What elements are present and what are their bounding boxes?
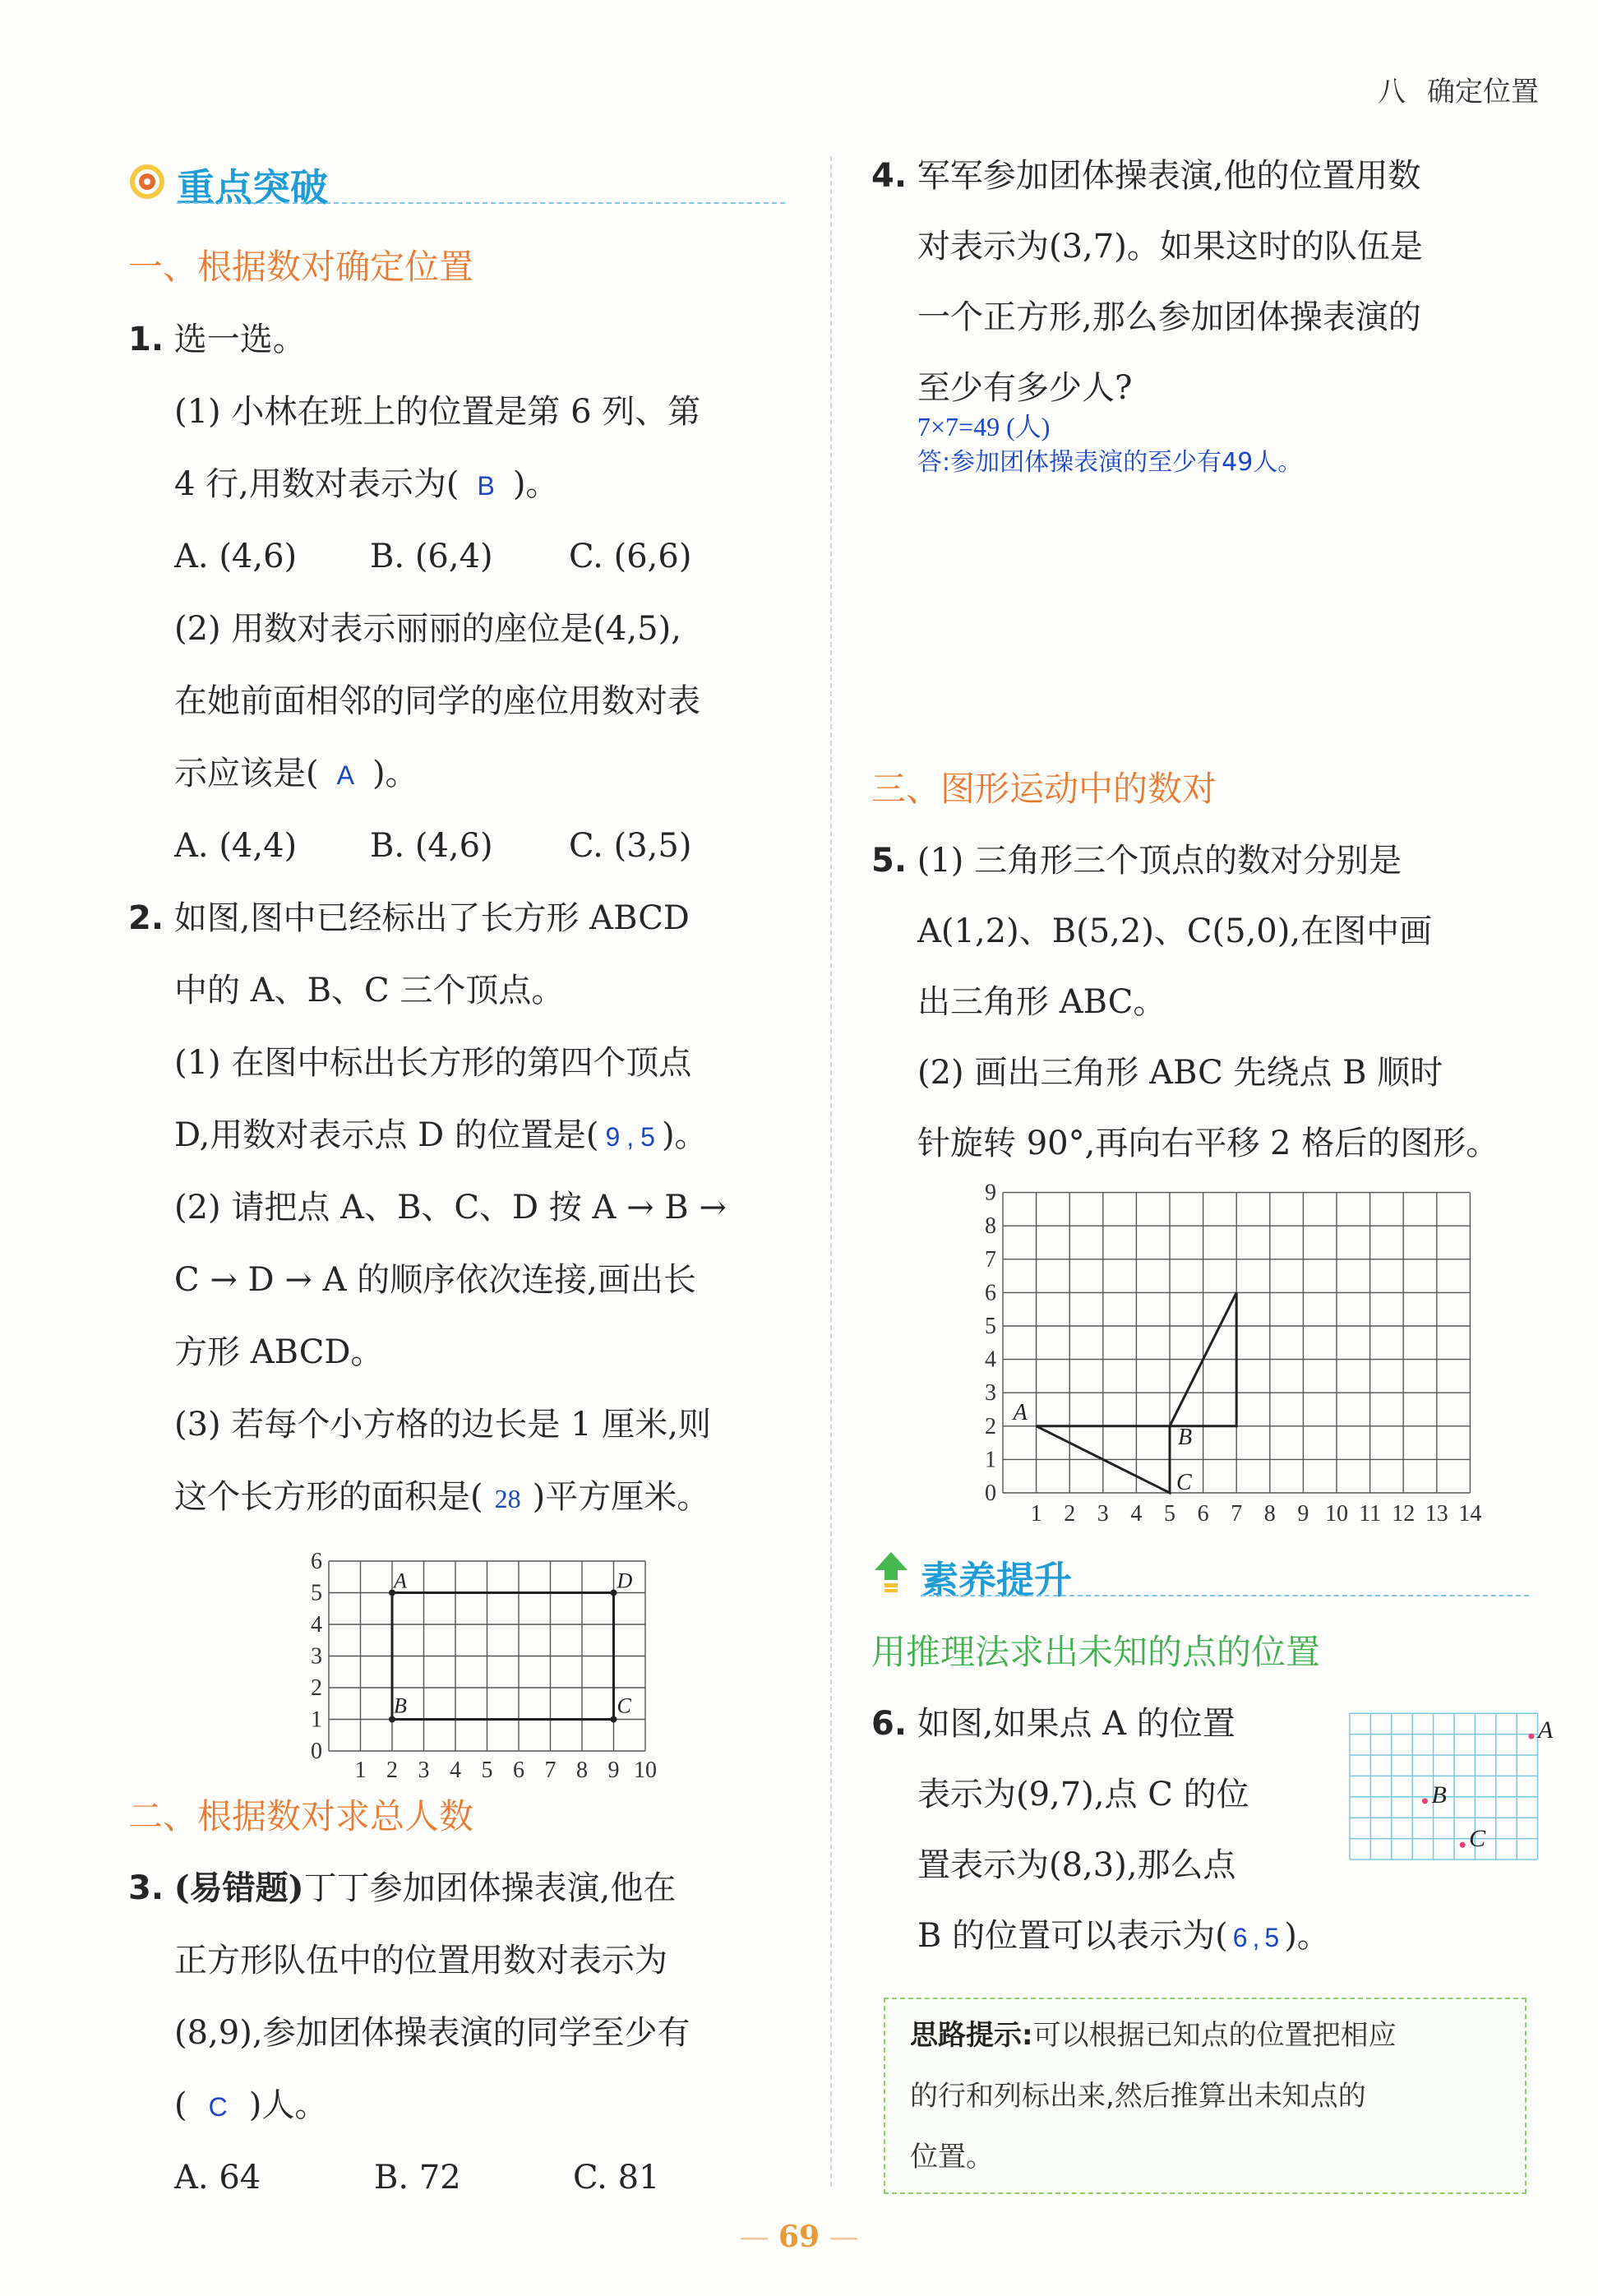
x-tick-label: 10 xyxy=(1325,1501,1348,1527)
x-tick-label: 2 xyxy=(386,1758,398,1783)
q4-work: 7×7=49 (人) xyxy=(917,412,1051,441)
q6-answer-x: 6 xyxy=(1232,1923,1248,1952)
q6-line3: 置表示为(8,3),那么点 xyxy=(917,1846,1236,1884)
point-d xyxy=(611,1590,617,1596)
x-tick-label: 2 xyxy=(1064,1501,1076,1527)
x-tick-label: 3 xyxy=(418,1758,430,1783)
x-tick-label: 1 xyxy=(354,1758,367,1783)
point-label-c: C xyxy=(617,1693,631,1718)
question-2: 2. 如图,图中已经标出了长方形 ABCD xyxy=(128,899,690,937)
section-title-improvement: 素养提升 xyxy=(921,1558,1072,1602)
rectangle-grid xyxy=(304,1536,682,1782)
q2-part1-line2: D,用数对表示点 D 的位置是( 9 , 5 )。 xyxy=(174,1116,708,1154)
x-tick-label: 3 xyxy=(1097,1501,1109,1527)
q1-part2-option-c: C. (3,5) xyxy=(569,827,692,865)
y-tick-label: 0 xyxy=(311,1739,322,1764)
point-a xyxy=(1528,1734,1534,1739)
y-tick-label: 4 xyxy=(311,1612,322,1638)
chapter-number: 八 xyxy=(1378,76,1406,109)
question-6: 6. 如图,如果点 A 的位置 xyxy=(871,1705,1235,1743)
y-tick-label: 9 xyxy=(985,1180,996,1206)
q1-part1-answer: B xyxy=(477,471,495,501)
section-underline xyxy=(177,202,785,204)
q5-line3: 出三角形 ABC。 xyxy=(917,983,1166,1021)
point-label-b: B xyxy=(1431,1781,1447,1809)
point-label-a: A xyxy=(1013,1399,1028,1425)
target-icon xyxy=(128,163,166,204)
triangle-grid xyxy=(970,1176,1480,1529)
q1-part2-line3: 示应该是( A )。 xyxy=(174,755,418,792)
hint-box xyxy=(884,1998,1526,2194)
q2-line2: 中的 A、B、C 三个顶点。 xyxy=(174,972,565,1009)
q3-line2: 正方形队伍中的位置用数对表示为 xyxy=(174,1942,667,1980)
x-tick-label: 5 xyxy=(481,1758,493,1783)
q3-line3: (8,9),参加团体操表演的同学至少有 xyxy=(174,2014,690,2052)
y-tick-label: 4 xyxy=(985,1347,996,1373)
y-tick-label: 7 xyxy=(985,1246,996,1273)
y-tick-label: 1 xyxy=(311,1707,322,1733)
q2-answer-y: 5 xyxy=(640,1122,655,1152)
q3-option-c: C. 81 xyxy=(573,2159,660,2197)
x-tick-label: 4 xyxy=(450,1758,461,1783)
hint-line1: 思路提示:可以根据已知点的位置把相应 xyxy=(910,2019,1397,2052)
q1-part1-line2: 4 行,用数对表示为( B )。 xyxy=(174,465,559,503)
q1-part1-line1: (1) 小林在班上的位置是第 6 列、第 xyxy=(174,393,701,431)
x-tick-label: 12 xyxy=(1392,1501,1416,1527)
x-tick-label: 14 xyxy=(1458,1501,1482,1527)
section-underline-2 xyxy=(921,1595,1529,1596)
y-tick-label: 8 xyxy=(985,1213,996,1240)
x-tick-label: 9 xyxy=(607,1758,620,1783)
q5-line4: (2) 画出三角形 ABC 先绕点 B 顺时 xyxy=(917,1054,1443,1092)
x-tick-label: 13 xyxy=(1425,1501,1448,1527)
q3-option-a: A. 64 xyxy=(174,2159,261,2197)
q2-part3-line1: (3) 若每个小方格的边长是 1 厘米,则 xyxy=(174,1406,711,1444)
x-tick-label: 1 xyxy=(1030,1501,1042,1527)
chapter-title: 确定位置 xyxy=(1427,76,1539,109)
question-3: 3. (易错题)丁丁参加团体操表演,他在 xyxy=(128,1869,677,1907)
point-grid xyxy=(1346,1707,1554,1863)
hint-line2: 的行和列标出来,然后推算出未知点的 xyxy=(910,2080,1366,2113)
section-title-key-points: 重点突破 xyxy=(177,165,328,210)
y-tick-label: 5 xyxy=(985,1314,996,1339)
y-tick-label: 1 xyxy=(985,1447,996,1473)
y-tick-label: 6 xyxy=(311,1549,322,1574)
point-c xyxy=(1460,1842,1466,1848)
point-label-c: C xyxy=(1176,1470,1192,1495)
x-tick-label: 8 xyxy=(576,1758,588,1783)
q6-line4: B 的位置可以表示为( 6 , 5 )。 xyxy=(917,1917,1330,1955)
question-5: 5. (1) 三角形三个顶点的数对分别是 xyxy=(871,842,1402,880)
q2-part2-line3: 方形 ABCD。 xyxy=(174,1333,384,1371)
y-tick-label: 3 xyxy=(985,1380,996,1407)
q1-part1-option-c: C. (6,6) xyxy=(569,538,692,575)
subsection-title-4: 用推理法求出未知的点的位置 xyxy=(871,1632,1321,1672)
arrow-up-icon xyxy=(873,1550,909,1596)
point-c xyxy=(611,1716,617,1723)
q1-part2-line1: (2) 用数对表示丽丽的座位是(4,5), xyxy=(174,610,681,648)
error-prone-tag: (易错题) xyxy=(173,1869,304,1907)
x-tick-label: 7 xyxy=(544,1758,557,1783)
q2-part2-line1: (2) 请把点 A、B、C、D 按 A → B → xyxy=(174,1189,727,1227)
point-b xyxy=(1422,1798,1428,1804)
y-tick-label: 0 xyxy=(985,1481,996,1506)
subsection-title-3: 三、图形运动中的数对 xyxy=(871,769,1217,809)
x-tick-label: 8 xyxy=(1263,1501,1276,1527)
y-tick-label: 5 xyxy=(311,1580,322,1606)
q2-area-answer: 28 xyxy=(494,1484,521,1513)
q2-part1-line1: (1) 在图中标出长方形的第四个顶点 xyxy=(174,1044,692,1082)
x-tick-label: 10 xyxy=(634,1758,657,1783)
page-header xyxy=(1378,69,1539,109)
point-label-c: C xyxy=(1469,1825,1486,1853)
point-label-a: A xyxy=(394,1568,407,1593)
subsection-title-1: 一、根据数对确定位置 xyxy=(128,247,474,287)
x-tick-label: 11 xyxy=(1359,1501,1382,1527)
hint-label: 思路提示: xyxy=(910,2019,1033,2052)
q3-line4: ( C )人。 xyxy=(174,2086,328,2124)
q4-answer: 答:参加团体操表演的至少有49人。 xyxy=(917,448,1303,477)
x-tick-label: 9 xyxy=(1297,1501,1309,1527)
q6-line2: 表示为(9,7),点 C 的位 xyxy=(917,1776,1249,1813)
q1-part2-answer: A xyxy=(336,760,354,790)
point-label-b: B xyxy=(394,1693,407,1718)
y-tick-label: 2 xyxy=(311,1675,322,1701)
q2-part2-line2: C → D → A 的顺序依次连接,画出长 xyxy=(174,1261,696,1299)
q3-answer: C xyxy=(208,2092,228,2122)
point-label-d: D xyxy=(617,1568,633,1593)
q1-part2-line2: 在她前面相邻的同学的座位用数对表 xyxy=(174,682,700,720)
q4-line2: 对表示为(3,7)。如果这时的队伍是 xyxy=(917,228,1423,266)
x-tick-label: 6 xyxy=(513,1758,524,1783)
subsection-title-2: 二、根据数对求总人数 xyxy=(128,1796,474,1836)
hint-line3: 位置。 xyxy=(910,2141,994,2174)
q5-line2: A(1,2)、B(5,2)、C(5,0),在图中画 xyxy=(917,912,1433,950)
x-tick-label: 5 xyxy=(1164,1501,1175,1527)
y-tick-label: 6 xyxy=(985,1280,996,1306)
y-tick-label: 2 xyxy=(985,1413,996,1439)
point-label-b: B xyxy=(1178,1424,1193,1450)
q1-part2-option-b: B. (4,6) xyxy=(370,827,493,865)
page-number: — 69 — xyxy=(739,2220,859,2254)
point-label-a: A xyxy=(1537,1716,1554,1744)
q1-part1-option-a: A. (4,6) xyxy=(174,538,298,575)
q2-answer-x: 9 xyxy=(605,1122,621,1152)
question-1: 1. 选一选。 xyxy=(128,321,306,358)
q6-answer-y: 5 xyxy=(1264,1923,1280,1952)
question-4: 4. 军军参加团体操表演,他的位置用数 xyxy=(871,157,1421,195)
y-tick-label: 3 xyxy=(311,1643,322,1670)
q4-line3: 一个正方形,那么参加团体操表演的 xyxy=(917,298,1421,336)
q3-option-b: B. 72 xyxy=(374,2159,461,2197)
column-divider xyxy=(830,156,832,2187)
q1-part2-option-a: A. (4,4) xyxy=(174,827,298,865)
x-tick-label: 6 xyxy=(1197,1501,1209,1527)
q4-line4: 至少有多少人? xyxy=(917,369,1133,407)
q5-line5: 针旋转 90°,再向右平移 2 格后的图形。 xyxy=(917,1125,1499,1162)
q2-part3-line2: 这个长方形的面积是( 28 )平方厘米。 xyxy=(174,1478,710,1516)
x-tick-label: 7 xyxy=(1231,1501,1243,1527)
q1-part1-option-b: B. (6,4) xyxy=(370,538,493,575)
x-tick-label: 4 xyxy=(1130,1501,1143,1527)
